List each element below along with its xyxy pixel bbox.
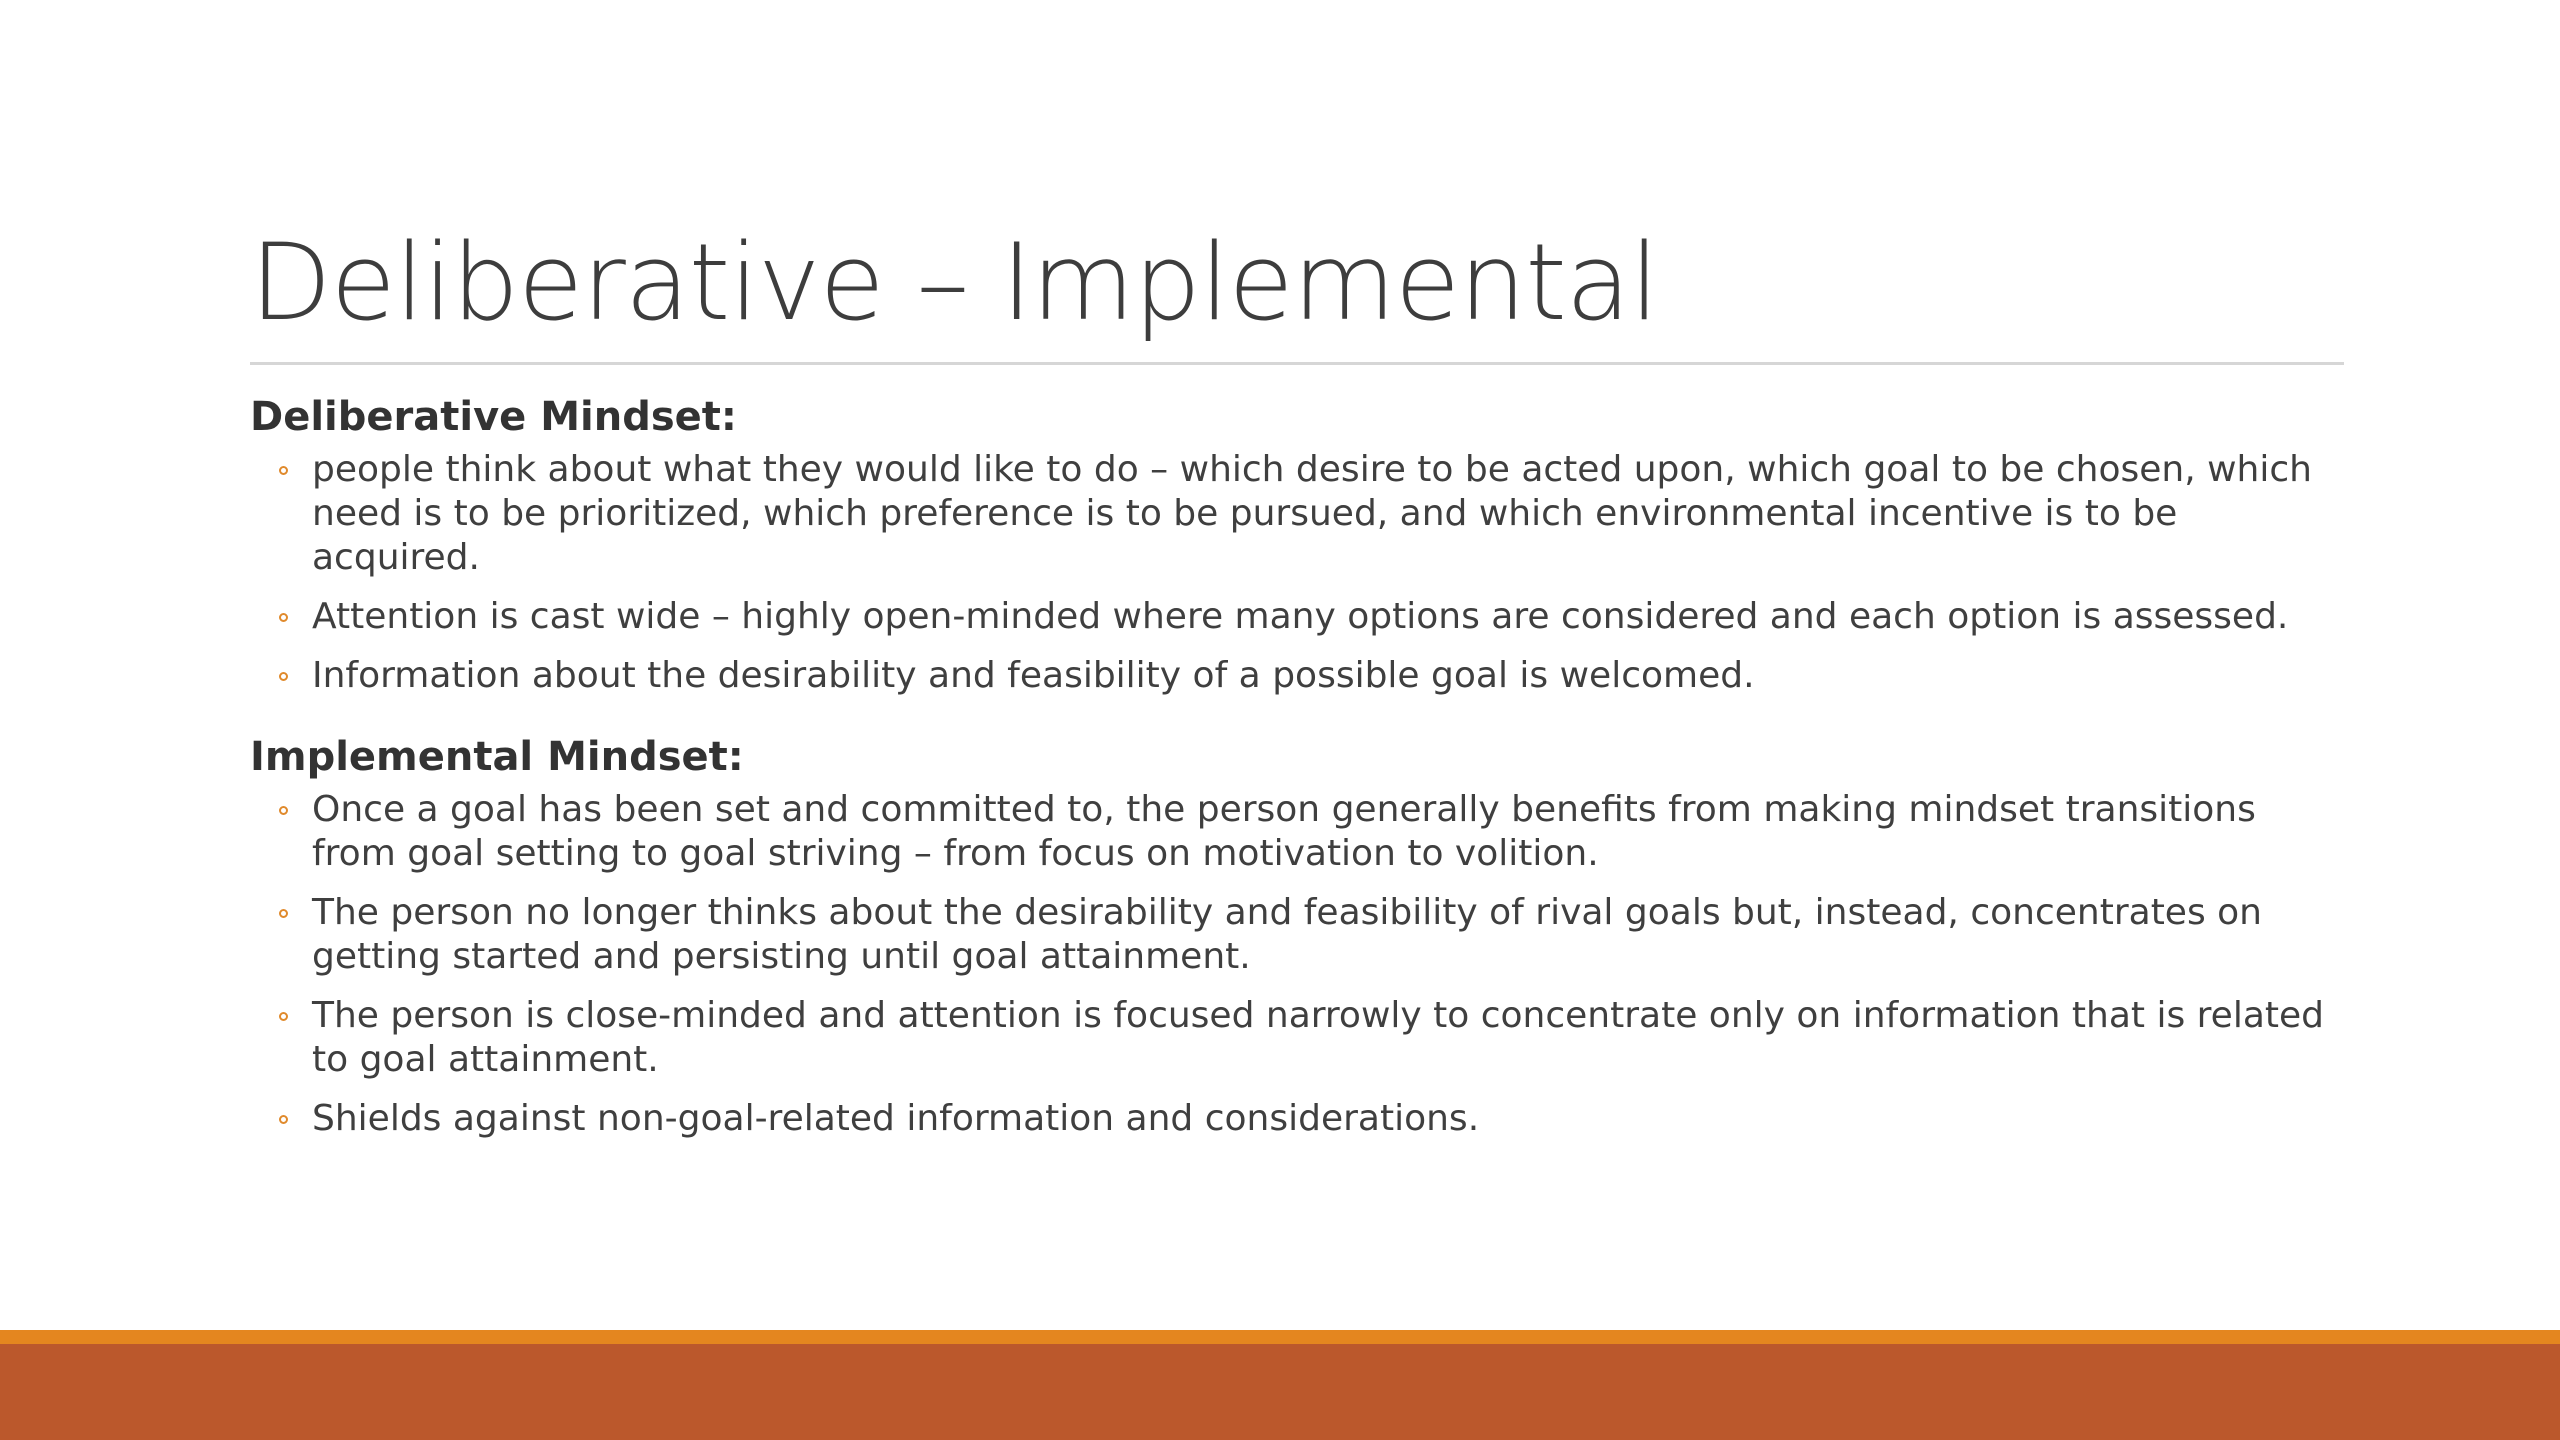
bullet-text: The person no longer thinks about the desirability and feasibility of rival goals but, instead, concentrates on getting started and persisting until goal attainment. <box>312 892 2262 977</box>
slide-title: Deliberative – Implemental <box>250 221 1659 344</box>
list-item <box>250 891 2344 979</box>
bullet-text: Information about the desirability and feasibility of a possible goal is welcomed. <box>312 655 1755 696</box>
title-divider <box>250 362 2344 365</box>
hollow-circle-bullet-icon <box>273 654 293 698</box>
hollow-circle-bullet-icon <box>273 595 293 639</box>
bullet-text: The person is close-minded and attention is focused narrowly to concentrate only on information that is related to goal attainment. <box>312 995 2324 1080</box>
footer-accent-stripe <box>0 1330 2560 1344</box>
footer-band <box>0 1344 2560 1440</box>
bullet-text: Shields against non-goal-related information and considerations. <box>312 1098 1480 1139</box>
hollow-circle-bullet-icon <box>273 994 293 1038</box>
section-heading: Implemental Mindset: <box>250 734 744 780</box>
list-item <box>250 994 2344 1082</box>
bullet-list <box>250 448 2344 698</box>
list-item <box>250 654 2344 698</box>
section-implemental-mindset <box>250 728 2344 1141</box>
slide-content <box>250 388 2344 1156</box>
hollow-circle-bullet-icon <box>273 448 293 492</box>
list-item <box>250 448 2344 580</box>
section-deliberative-mindset <box>250 388 2344 698</box>
bullet-text: Attention is cast wide – highly open-minded where many options are considered and each option is assessed. <box>312 596 2289 637</box>
section-heading: Deliberative Mindset: <box>250 394 737 440</box>
hollow-circle-bullet-icon <box>273 891 293 935</box>
hollow-circle-bullet-icon <box>273 788 293 832</box>
list-item <box>250 1097 2344 1141</box>
bullet-text: Once a goal has been set and committed to, the person generally benefits from making mindset transitions from goal setting to goal striving – from focus on motivation to volition. <box>312 789 2256 874</box>
list-item <box>250 595 2344 639</box>
hollow-circle-bullet-icon <box>273 1097 293 1141</box>
list-item <box>250 788 2344 876</box>
bullet-text: people think about what they would like to do – which desire to be acted upon, which goal to be chosen, which need is to be prioritized, which preference is to be pursued, and which environmental incentive is to be acquired. <box>312 449 2312 578</box>
bullet-list <box>250 788 2344 1141</box>
